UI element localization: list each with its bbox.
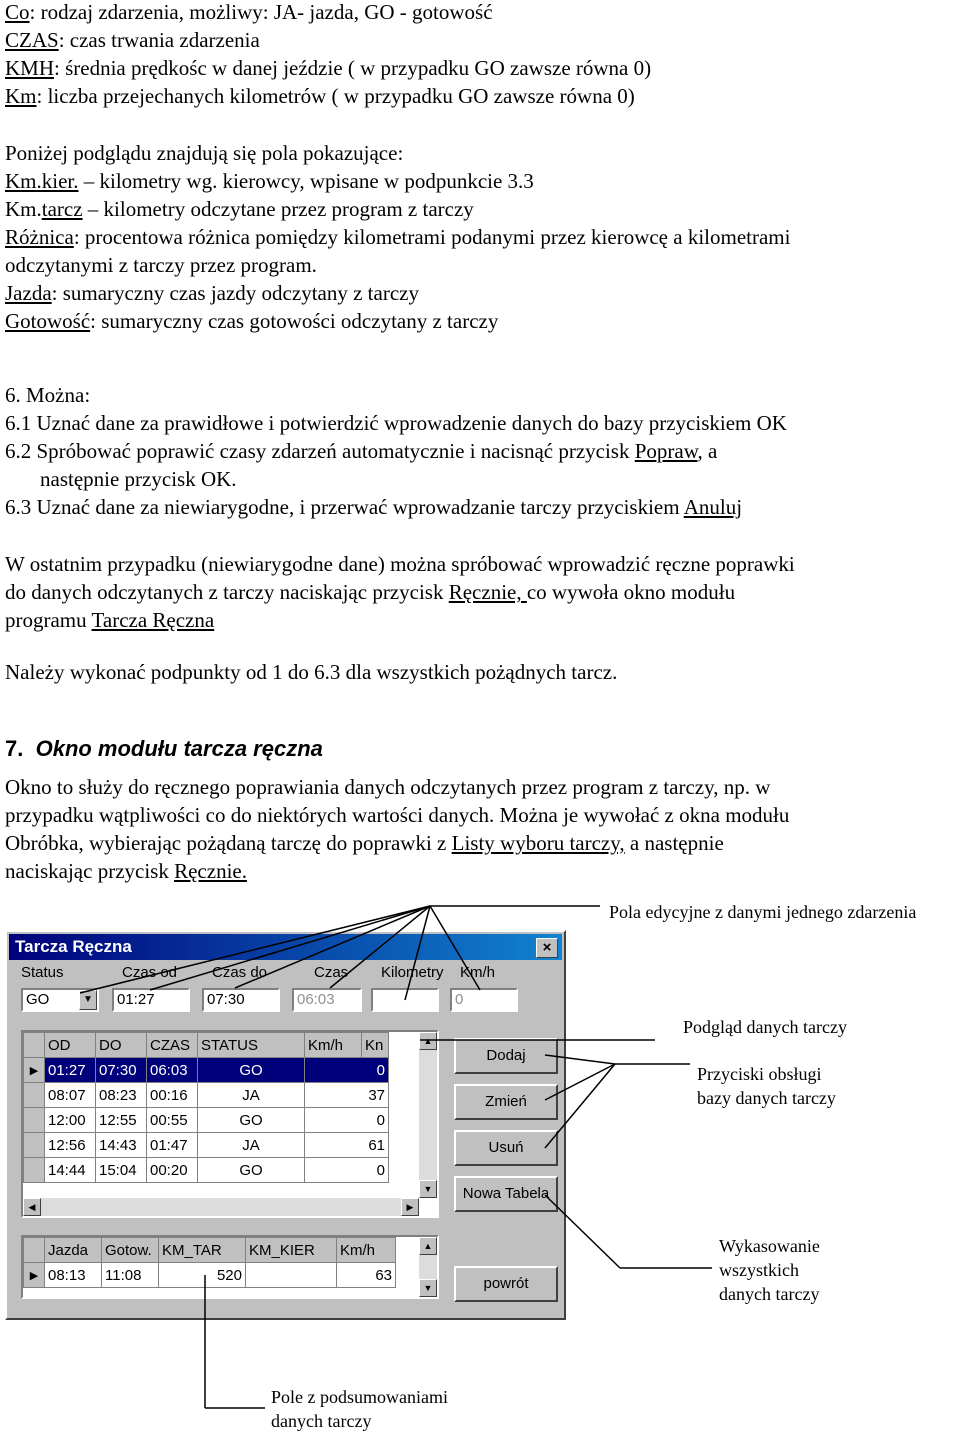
- callout-wyk-line3: danych tarczy: [719, 1284, 820, 1304]
- header-km-tar[interactable]: KM_TAR: [159, 1238, 246, 1263]
- cell-kmh: 0: [305, 1108, 389, 1133]
- cell-status: GO: [198, 1058, 305, 1083]
- para1-line2-c: co wywoła okno modułu: [526, 580, 736, 604]
- section7-line4-a: naciskając przycisk: [5, 859, 175, 883]
- def-kmh-text: : średnia prędkośc w danej jeździe ( w przypadku GO zawsze równa 0): [54, 56, 652, 80]
- label-kmh: Km/h: [460, 964, 496, 981]
- para2: Należy wykonać podpunkty od 1 do 6.3 dla wszystkich pożądnych tarcz.: [5, 660, 618, 684]
- scroll-down-icon[interactable]: ▼: [419, 1279, 437, 1297]
- header-kmh[interactable]: Km/h: [337, 1238, 396, 1263]
- step6-2-cont: następnie przycisk OK.: [40, 467, 237, 491]
- callout-pole-line2: danych tarczy: [271, 1411, 372, 1431]
- key-kmh: KMH: [5, 56, 55, 80]
- def-czas-text: : czas trwania zdarzenia: [58, 28, 260, 52]
- callout-przyciski: [697, 1062, 836, 1110]
- cell-do: 07:30: [96, 1058, 147, 1083]
- popraw-link: Popraw: [634, 439, 698, 463]
- callout-pole-line1: Pole z podsumowaniami: [271, 1387, 448, 1407]
- step6-head: 6. Można:: [5, 383, 91, 407]
- header-km-kier[interactable]: KM_KIER: [246, 1238, 337, 1263]
- scroll-up-icon[interactable]: ▲: [419, 1237, 437, 1255]
- section7-line3-c: a następnie: [624, 831, 724, 855]
- cell-czas: 00:20: [147, 1158, 198, 1183]
- kmh-field: 0: [450, 988, 518, 1012]
- recznie-link-2: Ręcznie.: [174, 859, 247, 883]
- def-gotowosc-text: : sumaryczny czas gotowości odczytany z tarczy: [90, 309, 499, 333]
- recznie-link: Ręcznie,: [448, 580, 527, 604]
- step6-1: 6.1 Uznać dane za prawidłowe i potwierdzić wprowadzenie danych do bazy przyciskiem OK: [5, 411, 787, 435]
- label-czas-do: Czas do: [212, 964, 268, 981]
- header-czas[interactable]: CZAS: [147, 1033, 198, 1058]
- para1-line2-a: do danych odczytanych z tarczy naciskając przycisk: [5, 580, 449, 604]
- cell-od: 12:00: [45, 1108, 96, 1133]
- dialog-title: Tarcza Ręczna: [15, 937, 132, 956]
- step6-3-text: 6.3 Uznać dane za niewiarygodne, i przerwać wprowadzanie tarczy przyciskiem: [5, 495, 684, 519]
- label-status: Status: [21, 964, 64, 981]
- pre-kmtarcz: Km.: [5, 197, 42, 221]
- row-pointer-icon: ▶: [24, 1263, 45, 1288]
- callout-wyk-line2: wszystkich: [719, 1260, 799, 1280]
- usun-button[interactable]: Usuń: [454, 1130, 558, 1166]
- def-kmkier-text: – kilometry wg. kierowcy, wpisane w podpunkcie 3.3: [78, 169, 534, 193]
- cell-jazda: 08:13: [45, 1263, 102, 1288]
- label-czas: Czas: [314, 964, 349, 981]
- callout-wyk-line1: Wykasowanie: [719, 1236, 820, 1256]
- cell-od: 01:27: [45, 1058, 96, 1083]
- callout-przyciski-line2: bazy danych tarczy: [697, 1088, 836, 1108]
- cell-czas: 01:47: [147, 1133, 198, 1158]
- key-kmtarcz: tarcz: [41, 197, 83, 221]
- dodaj-button[interactable]: Dodaj: [454, 1038, 558, 1074]
- zmien-button[interactable]: Zmień: [454, 1084, 558, 1120]
- section7-title: Okno modułu tarcza ręczna: [35, 736, 323, 761]
- scroll-up-icon[interactable]: ▲: [419, 1032, 437, 1050]
- def-co-text: : rodzaj zdarzenia, możliwy: JA- jazda, GO - gotowość: [29, 0, 493, 24]
- cell-status: JA: [198, 1083, 305, 1108]
- cell-status: JA: [198, 1133, 305, 1158]
- def-km-text: : liczba przejechanych kilometrów ( w przypadku GO zawsze równa 0): [36, 84, 635, 108]
- def-roznica-cont: odczytanymi z tarczy przez program.: [5, 253, 317, 277]
- para1-line3-a: programu: [5, 608, 92, 632]
- key-kmkier: Km.kier.: [5, 169, 79, 193]
- cell-kmh: 0: [305, 1058, 389, 1083]
- cell-do: 14:43: [96, 1133, 147, 1158]
- cell-czas: 00:55: [147, 1108, 198, 1133]
- section7-line3-a: Obróbka, wybierając pożądaną tarczę do poprawki z: [5, 831, 452, 855]
- key-roznica: Różnica: [5, 225, 74, 249]
- header-status[interactable]: STATUS: [198, 1033, 305, 1058]
- powrot-button[interactable]: powrót: [454, 1266, 558, 1302]
- header-od[interactable]: OD: [45, 1033, 96, 1058]
- callout-przyciski-line1: Przyciski obsługi: [697, 1064, 822, 1084]
- cell-status: GO: [198, 1158, 305, 1183]
- def-kmtarcz-text: – kilometry odczytane przez program z tarczy: [82, 197, 474, 221]
- tarcza-reczna-link: Tarcza Ręczna: [91, 608, 215, 632]
- key-czas: CZAS: [5, 28, 59, 52]
- scroll-left-icon[interactable]: ◀: [23, 1198, 41, 1216]
- cell-do: 15:04: [96, 1158, 147, 1183]
- step6-2-text: 6.2 Spróbować poprawić czasy zdarzeń automatycznie i nacisnąć przycisk: [5, 439, 635, 463]
- cell-od: 14:44: [45, 1158, 96, 1183]
- czas-od-field[interactable]: 01:27: [112, 988, 190, 1012]
- def-roznica-text: : procentowa różnica pomiędzy kilometrami podanymi przez kierowcę a kilometrami: [73, 225, 791, 249]
- step6-2-tail: , a: [697, 439, 718, 463]
- cell-gotow: 11:08: [102, 1263, 159, 1288]
- callout-wykasowanie: [719, 1234, 820, 1306]
- status-value: GO: [26, 991, 50, 1008]
- cell-czas: 00:16: [147, 1083, 198, 1108]
- cell-kmh: 61: [305, 1133, 389, 1158]
- key-km: Km: [5, 84, 37, 108]
- cell-od: 08:07: [45, 1083, 96, 1108]
- cell-do: 12:55: [96, 1108, 147, 1133]
- cell-kmh: 37: [305, 1083, 389, 1108]
- czas-field: 06:03: [292, 988, 362, 1012]
- czas-do-field[interactable]: 07:30: [202, 988, 280, 1012]
- para1-line1: W ostatnim przypadku (niewiarygodne dane) można spróbować wprowadzić ręczne poprawki: [5, 552, 795, 576]
- header-do[interactable]: DO: [96, 1033, 147, 1058]
- lista-wyboru-link: Listy wyboru tarczy,: [451, 831, 625, 855]
- header-jazda[interactable]: Jazda: [45, 1238, 102, 1263]
- header-kmh[interactable]: Km/h: [305, 1033, 362, 1058]
- cell-kmh: 63: [337, 1263, 396, 1288]
- close-icon[interactable]: ×: [536, 938, 558, 958]
- cell-czas: 06:03: [147, 1058, 198, 1083]
- scroll-down-icon[interactable]: ▼: [419, 1180, 437, 1198]
- callout-pole: [271, 1385, 448, 1433]
- chevron-down-icon[interactable]: ▼: [79, 990, 97, 1010]
- preview-intro: Poniżej podglądu znajdują się pola pokazujące:: [5, 141, 404, 165]
- cell-do: 08:23: [96, 1083, 147, 1108]
- key-jazda: Jazda: [5, 281, 52, 305]
- def-jazda-text: : sumaryczny czas jazdy odczytany z tarczy: [51, 281, 419, 305]
- anuluj-link: Anuluj: [683, 495, 743, 519]
- key-gotowosc: Gotowość: [5, 309, 91, 333]
- callout-podglad: Podgląd danych tarczy: [683, 1017, 847, 1037]
- cell-km-tar: 520: [159, 1263, 246, 1288]
- section7-line2: przypadku wątpliwości co do niektórych wartości danych. Można je wywołać z okna modułu: [5, 803, 790, 827]
- label-kilometry: Kilometry: [381, 964, 444, 981]
- nowa-tabela-button[interactable]: Nowa Tabela: [454, 1176, 558, 1212]
- scroll-right-icon[interactable]: ▶: [401, 1198, 419, 1216]
- label-czas-od: Czas od: [122, 964, 178, 981]
- section7-line1: Okno to służy do ręcznego poprawiania danych odczytanych przez program z tarczy, np. w: [5, 775, 771, 799]
- section7-num: 7.: [5, 736, 24, 761]
- cell-kmh: 0: [305, 1158, 389, 1183]
- cell-od: 12:56: [45, 1133, 96, 1158]
- cell-status: GO: [198, 1108, 305, 1133]
- callout-pola: Pola edycyjne z danymi jednego zdarzenia: [609, 902, 917, 922]
- header-gotow[interactable]: Gotow.: [102, 1238, 159, 1263]
- row-pointer-icon: ▶: [24, 1058, 45, 1083]
- header-km[interactable]: Kn: [362, 1033, 389, 1058]
- key-co: Co: [5, 0, 30, 24]
